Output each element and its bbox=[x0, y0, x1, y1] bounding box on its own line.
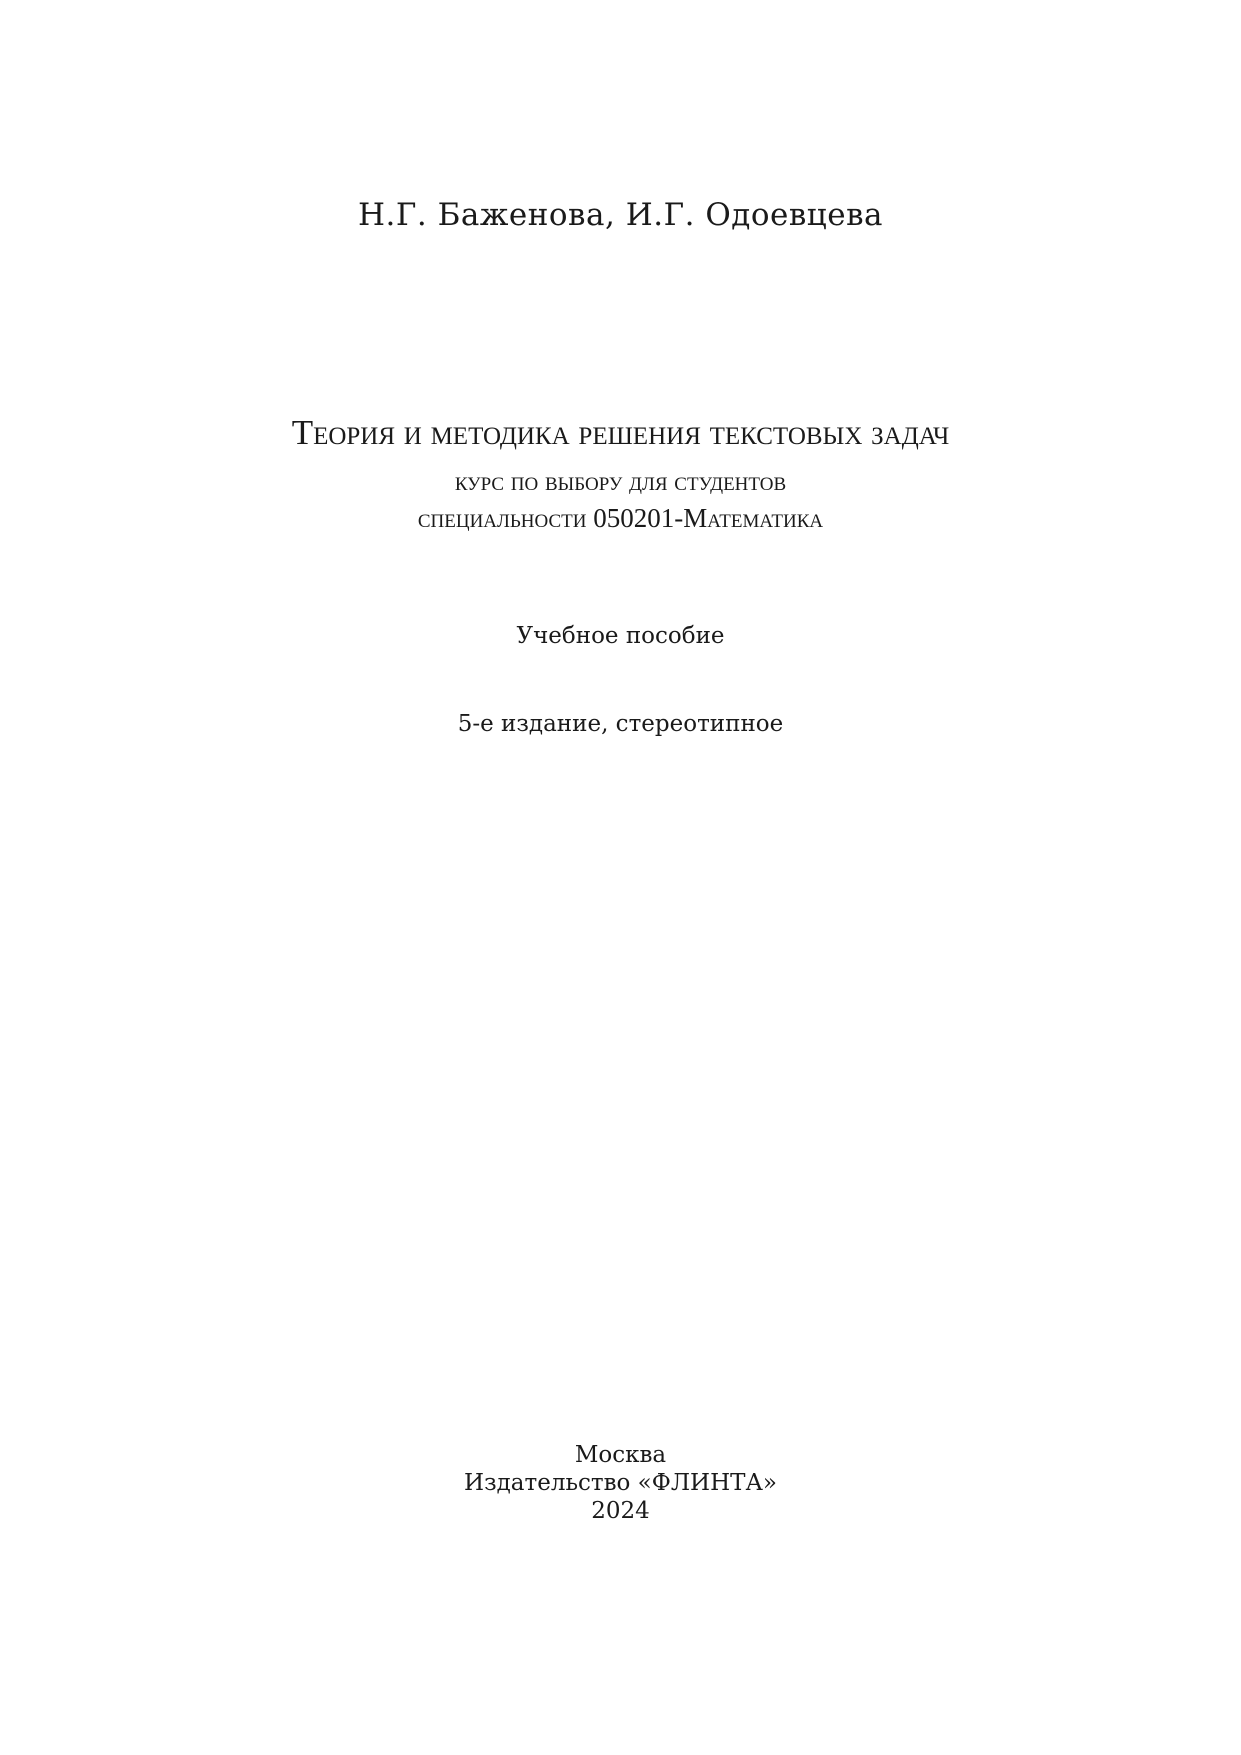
imprint-year: 2024 bbox=[591, 1498, 650, 1524]
authors-line: Н.Г. Баженова, И.Г. Одоевцева bbox=[357, 197, 884, 233]
imprint-block bbox=[0, 1441, 1241, 1525]
subtitle-line-2: специальности 050201-Математика bbox=[417, 503, 824, 533]
publication-type: Учебное пособие bbox=[516, 623, 725, 649]
book-subtitle bbox=[0, 463, 1241, 537]
imprint-publisher: Издательство «ФЛИНТА» bbox=[464, 1470, 777, 1496]
book-title: Теория и методика решения текстовых задач bbox=[291, 413, 950, 452]
subtitle-line-1: курс по выбору для студентов bbox=[454, 466, 787, 496]
edition-note: 5-е издание, стереотипное bbox=[457, 711, 784, 737]
imprint-city: Москва bbox=[574, 1442, 667, 1468]
